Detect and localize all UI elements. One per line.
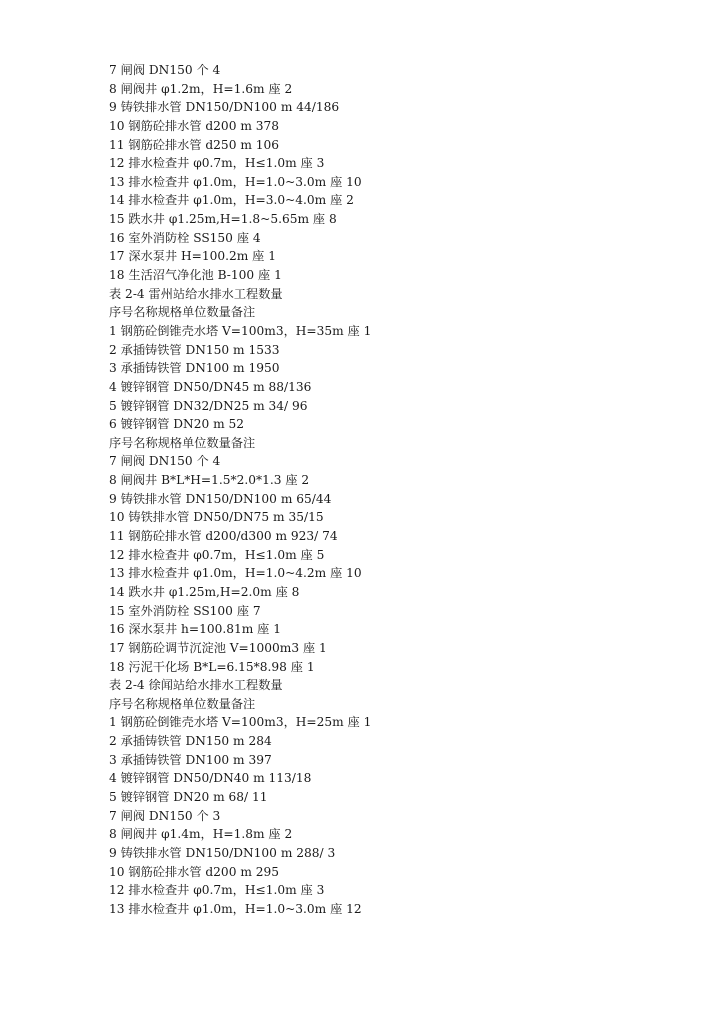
document-line: 14 跌水井 φ1.25m,H=2.0m 座 8 (109, 584, 300, 599)
document-line: 9 铸铁排水管 DN150/DN100 m 288/ 3 (109, 845, 336, 860)
document-line: 15 跌水井 φ1.25m,H=1.8~5.65m 座 8 (109, 212, 337, 227)
document-line: 17 钢筋砼调节沉淀池 V=1000m3 座 1 (109, 640, 327, 655)
document-line: 14 排水检查井 φ1.0m，H=3.0~4.0m 座 2 (109, 193, 354, 208)
document-line: 1 钢筋砼倒锥壳水塔 V=100m3，H=35m 座 1 (109, 323, 372, 338)
document-line: 9 铸铁排水管 DN150/DN100 m 44/186 (109, 100, 340, 115)
document-line: 7 闸阀 DN150 个 4 (109, 454, 221, 469)
document-line: 12 排水检查井 φ0.7m，H≤1.0m 座 5 (109, 547, 325, 562)
document-line: 4 镀锌钢管 DN50/DN40 m 113/18 (109, 771, 312, 786)
document-line: 5 镀锌钢管 DN20 m 68/ 11 (109, 789, 268, 804)
document-line: 8 闸阀井 B*L*H=1.5*2.0*1.3 座 2 (109, 473, 310, 488)
document-line: 12 排水检查井 φ0.7m，H≤1.0m 座 3 (109, 156, 325, 171)
document-line: 4 镀锌钢管 DN50/DN45 m 88/136 (109, 379, 312, 394)
document-line: 11 钢筋砼排水管 d200/d300 m 923/ 74 (109, 529, 338, 544)
document-line: 3 承插铸铁管 DN100 m 1950 (109, 361, 280, 376)
document-line: 表 2-4 雷州站给水排水工程数量 (109, 286, 283, 301)
document-line: 16 室外消防栓 SS150 座 4 (109, 230, 261, 245)
document-line: 3 承插铸铁管 DN100 m 397 (109, 752, 272, 767)
document-line: 序号名称规格单位数量备注 (109, 696, 256, 711)
document-line: 13 排水检查井 φ1.0m，H=1.0~3.0m 座 10 (109, 174, 362, 189)
document-line: 10 铸铁排水管 DN50/DN75 m 35/15 (109, 510, 324, 525)
document-line: 序号名称规格单位数量备注 (109, 305, 256, 320)
document-line: 9 铸铁排水管 DN150/DN100 m 65/44 (109, 491, 332, 506)
document-line: 7 闸阀 DN150 个 4 (109, 63, 221, 77)
document-line: 16 深水泵井 h=100.81m 座 1 (109, 622, 281, 637)
document-line: 2 承插铸铁管 DN150 m 284 (109, 734, 272, 749)
document-line: 2 承插铸铁管 DN150 m 1533 (109, 342, 280, 357)
document-line: 7 闸阀 DN150 个 3 (109, 808, 221, 823)
document-line: 8 闸阀井 φ1.2m，H=1.6m 座 2 (109, 81, 293, 96)
document-line: 15 室外消防栓 SS100 座 7 (109, 603, 261, 618)
document-line: 12 排水检查井 φ0.7m，H≤1.0m 座 3 (109, 883, 325, 898)
document-line: 18 生活沼气净化池 B-100 座 1 (109, 268, 282, 283)
document-line: 10 钢筋砼排水管 d200 m 378 (109, 118, 280, 133)
document-line: 表 2-4 徐闻站给水排水工程数量 (109, 678, 283, 693)
document-line: 13 排水检查井 φ1.0m，H=1.0~3.0m 座 12 (109, 901, 362, 916)
document-line: 13 排水检查井 φ1.0m，H=1.0~4.2m 座 10 (109, 566, 362, 581)
document-line: 6 镀锌钢管 DN20 m 52 (109, 417, 245, 432)
document-body (109, 61, 709, 918)
document-line: 18 污泥干化场 B*L=6.15*8.98 座 1 (109, 659, 315, 674)
document-line: 10 钢筋砼排水管 d200 m 295 (109, 864, 280, 879)
document-line: 1 钢筋砼倒锥壳水塔 V=100m3，H=25m 座 1 (109, 715, 372, 730)
document-line: 5 镀锌钢管 DN32/DN25 m 34/ 96 (109, 398, 308, 413)
document-line: 序号名称规格单位数量备注 (109, 435, 256, 450)
document-line: 8 闸阀井 φ1.4m，H=1.8m 座 2 (109, 827, 293, 842)
document-line: 17 深水泵井 H=100.2m 座 1 (109, 249, 276, 264)
document-line: 11 钢筋砼排水管 d250 m 106 (109, 137, 280, 152)
